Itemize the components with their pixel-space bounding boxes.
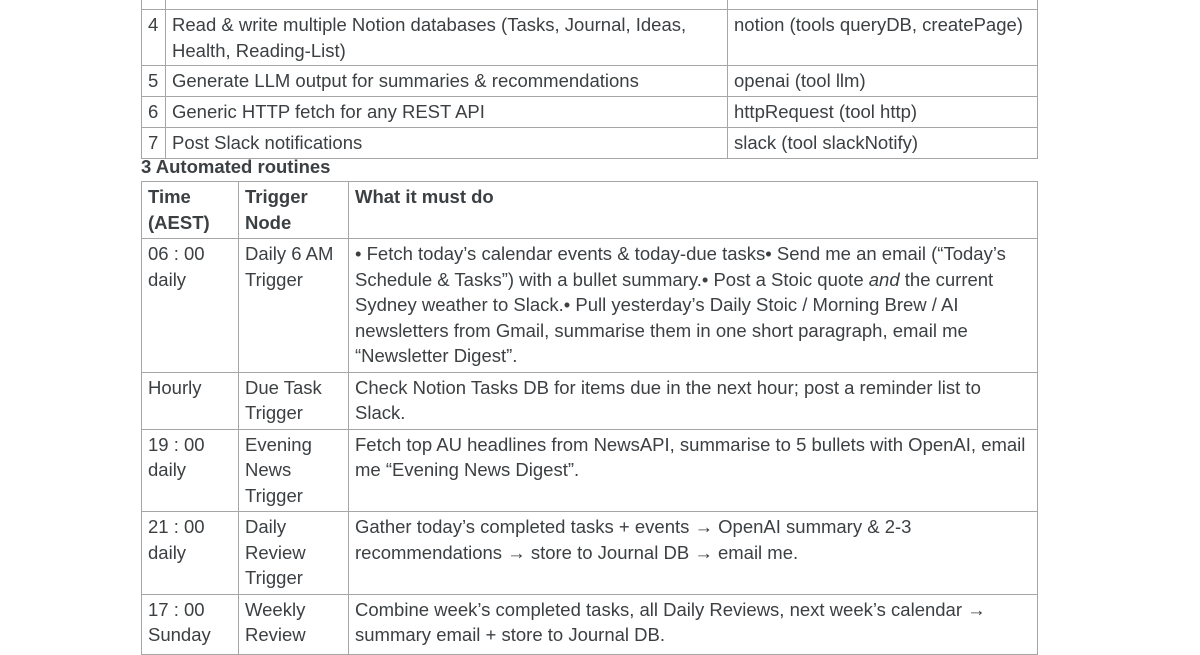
row-number <box>142 0 166 10</box>
what-cell: Combine week’s completed tasks, all Daily Reviews, next week’s calendar → summary email + store to Journal DB. <box>349 594 1038 654</box>
requirement-cell <box>166 0 728 10</box>
tool-cell: openai (tool llm) <box>728 66 1038 97</box>
trigger-cell: Evening News Trigger <box>239 429 349 512</box>
what-emphasis: and <box>868 268 900 290</box>
requirement-cell: Generic HTTP fetch for any REST API <box>166 97 728 128</box>
column-header-time: Time (AEST) <box>142 182 239 239</box>
table-row <box>142 594 1038 654</box>
tools-table <box>141 0 1038 159</box>
row-number: 6 <box>142 97 166 128</box>
requirement-cell: Generate LLM output for summaries & recommendations <box>166 66 728 97</box>
trigger-cell: Weekly Review <box>239 594 349 654</box>
row-number: 4 <box>142 10 166 66</box>
tool-cell: slack (tool slackNotify) <box>728 128 1038 159</box>
what-cell <box>349 239 1038 373</box>
time-cell: 19 : 00 daily <box>142 429 239 512</box>
what-text: the current Sydney weather to Slack.• Pull yesterday’s Daily Stoic / Morning Brew / AI newsletters from Gmail, summarise them in one short paragraph, email me “Newsletter Digest”. <box>355 268 994 366</box>
requirement-cell: Read & write multiple Notion databases (Tasks, Journal, Ideas, Health, Reading-List) <box>166 10 728 66</box>
tool-cell <box>728 0 1038 10</box>
row-number: 7 <box>142 128 166 159</box>
what-cell: Fetch top AU headlines from NewsAPI, summarise to 5 bullets with OpenAI, email me “Evening News Digest”. <box>349 429 1038 512</box>
table-row <box>142 429 1038 512</box>
table-row <box>142 10 1038 66</box>
section-heading: 3 Automated routines <box>141 156 331 177</box>
trigger-cell: Due Task Trigger <box>239 372 349 429</box>
time-cell: 06 : 00 daily <box>142 239 239 373</box>
requirement-cell: Post Slack notifications <box>166 128 728 159</box>
what-cell: Check Notion Tasks DB for items due in the next hour; post a reminder list to Slack. <box>349 372 1038 429</box>
time-cell: 17 : 00 Sunday <box>142 594 239 654</box>
table-row <box>142 0 1038 10</box>
table-row <box>142 512 1038 595</box>
trigger-cell: Daily 6 AM Trigger <box>239 239 349 373</box>
trigger-cell: Daily Review Trigger <box>239 512 349 595</box>
time-cell: Hourly <box>142 372 239 429</box>
routines-table <box>141 181 1038 655</box>
table-row <box>142 97 1038 128</box>
column-header-trigger: Trigger Node <box>239 182 349 239</box>
row-number: 5 <box>142 66 166 97</box>
table-row <box>142 239 1038 373</box>
tool-cell: httpRequest (tool http) <box>728 97 1038 128</box>
tool-cell: notion (tools queryDB, createPage) <box>728 10 1038 66</box>
column-header-what: What it must do <box>349 182 1038 239</box>
table-row <box>142 372 1038 429</box>
table-header-row <box>142 182 1038 239</box>
table-row <box>142 66 1038 97</box>
what-text: • Fetch today’s calendar events & today-due tasks• Send me an email (“Today’s Schedule & Tasks”) with a bullet summary.• Post a Stoic quote <box>355 243 1006 290</box>
what-cell: Gather today’s completed tasks + events → OpenAI summary & 2-3 recommendations → store to Journal DB → email me. <box>349 512 1038 595</box>
time-cell: 21 : 00 daily <box>142 512 239 595</box>
